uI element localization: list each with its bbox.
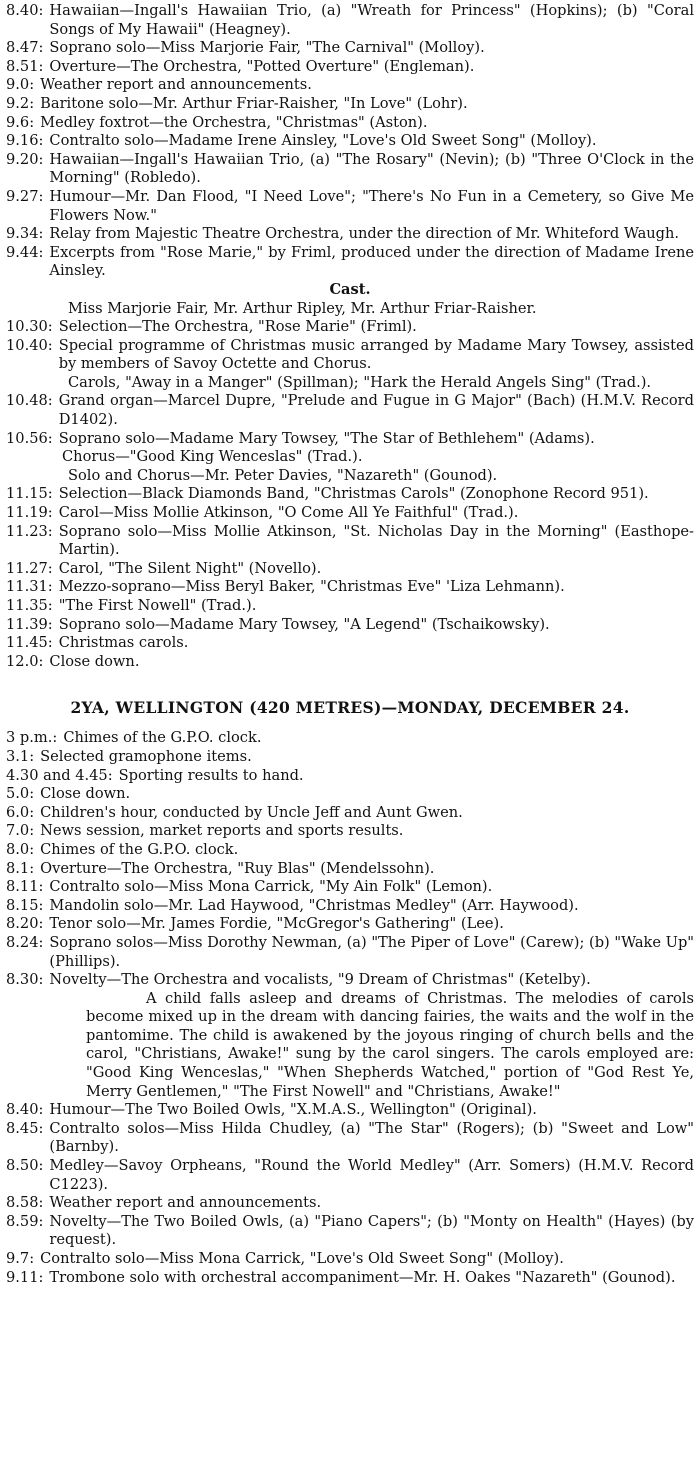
entry-time: 11.27: xyxy=(6,559,53,577)
schedule-entry xyxy=(6,58,694,77)
schedule-entry xyxy=(6,225,694,244)
entry-time: 8.11: xyxy=(6,878,44,896)
entry-time: 9.16: xyxy=(6,132,44,150)
entry-time: 8.40: xyxy=(6,1101,44,1119)
entry-text: Sporting results to hand. xyxy=(118,766,304,784)
schedule-entry xyxy=(6,578,694,597)
schedule-entry xyxy=(6,804,694,823)
entry-text: Soprano solo—Madame Mary Towsey, "A Legend" (Tschaikowsky). xyxy=(58,615,550,633)
entry-text: Contralto solo—Madame Irene Ainsley, "Love's Old Sweet Song" (Molloy). xyxy=(49,132,597,150)
entry-text: Weather report and announcements. xyxy=(40,76,312,94)
entry-text: Selection—The Orchestra, "Rose Marie" (Friml). xyxy=(58,318,417,336)
entry-time: 5.0: xyxy=(6,785,35,803)
carols-line: Carols, "Away in a Manger" (Spillman); "Hark the Herald Angels Sing" (Trad.). xyxy=(68,373,652,391)
entry-time: 9.11: xyxy=(6,1268,44,1286)
entry-time: 8.15: xyxy=(6,896,44,914)
entry-time: 8.50: xyxy=(6,1157,44,1175)
schedule-entry xyxy=(6,785,694,804)
schedule-entry xyxy=(6,114,694,133)
entry-list-a xyxy=(6,2,694,281)
entry-time: 11.39: xyxy=(6,615,53,633)
schedule-entry xyxy=(6,653,694,672)
schedule-entry xyxy=(6,39,694,58)
entry-list-b xyxy=(6,318,694,374)
schedule-entry xyxy=(6,934,694,971)
entry-time: 3.1: xyxy=(6,747,35,765)
entry-text: Soprano solo—Madame Mary Towsey, "The Star of Bethlehem" (Adams). xyxy=(58,429,595,447)
entry-time: 8.0: xyxy=(6,840,35,858)
entry-text: Hawaiian—Ingall's Hawaiian Trio, (a) "The Rosary" (Nevin); (b) "Three O'Clock in the Morning" (Robledo). xyxy=(49,150,694,187)
entry-time: 9.34: xyxy=(6,225,44,243)
entry-time: 9.27: xyxy=(6,187,44,205)
entry-text: News session, market reports and sports results. xyxy=(40,822,404,840)
entry-time: 8.20: xyxy=(6,915,44,933)
schedule-entry xyxy=(6,1269,694,1288)
entry-text: Soprano solo—Miss Marjorie Fair, "The Carnival" (Molloy). xyxy=(49,39,485,57)
cast-heading: Cast. xyxy=(329,280,371,298)
entry-list-d xyxy=(6,485,694,671)
entry-time: 9.2: xyxy=(6,94,35,112)
schedule-entry xyxy=(6,504,694,523)
entry-text: Humour—The Two Boiled Owls, "X.M.A.S., Wellington" (Original). xyxy=(49,1101,537,1119)
entry-text: Contralto solos—Miss Hilda Chudley, (a) "The Star" (Rogers); (b) "Sweet and Low" (Barnby). xyxy=(49,1119,694,1156)
schedule-entry xyxy=(6,244,694,281)
entry-text: Carol, "The Silent Night" (Novello). xyxy=(58,559,322,577)
entry-time: 11.45: xyxy=(6,634,53,652)
entry-time: 11.19: xyxy=(6,504,53,522)
schedule-entry xyxy=(6,1250,694,1269)
entry-time: 8.59: xyxy=(6,1212,44,1230)
schedule-entry xyxy=(6,151,694,188)
schedule-entry xyxy=(6,915,694,934)
entry-time: 8.30: xyxy=(6,971,44,989)
entry-text: Medley—Savoy Orpheans, "Round the World Medley" (Arr. Somers) (H.M.V. Record C1223). xyxy=(49,1157,694,1193)
cast-list: Miss Marjorie Fair, Mr. Arthur Ripley, Mr. Arthur Friar-Raisher. xyxy=(68,299,537,317)
entry-text: Chimes of the G.P.O. clock. xyxy=(40,840,239,858)
schedule-entry xyxy=(6,392,694,429)
entry-time: 10.40: xyxy=(6,336,53,354)
entry-list-f xyxy=(6,1101,694,1287)
entry-text: Contralto solo—Miss Mona Carrick, "My Ain Folk" (Lemon). xyxy=(49,878,493,896)
novelty-description: A child falls asleep and dreams of Christmas. The melodies of carols become mixed up in the dream with dancing fairies, the waits and the wolf in the pantomime. The child is awakened by the joyous ringing of church bells and the carol, "Christians, Awake!" sung by the carol singers. The carols employed are: "Good King Wenceslas," "When Shepherds Watched," portion of "God Rest Ye, Merry Gentlemen," "The First Nowell" and "Christians, Awake!" xyxy=(86,989,694,1100)
entry-time: 9.20: xyxy=(6,150,44,168)
entry-text: Humour—Mr. Dan Flood, "I Need Love"; "There's No Fun in a Cemetery, so Give Me Flowers Now." xyxy=(49,187,694,224)
schedule-entry xyxy=(6,841,694,860)
schedule-entry xyxy=(6,860,694,879)
entry-text: Chimes of the G.P.O. clock. xyxy=(63,729,262,747)
entry-text: Carol—Miss Mollie Atkinson, "O Come All Ye Faithful" (Trad.). xyxy=(58,504,519,522)
entry-text: Baritone solo—Mr. Arthur Friar-Raisher, "In Love" (Lohr). xyxy=(40,94,468,112)
schedule-entry xyxy=(6,897,694,916)
entry-time: 10.30: xyxy=(6,318,53,336)
entry-text: Close down. xyxy=(49,652,140,670)
schedule-entry xyxy=(6,95,694,114)
schedule-entry xyxy=(6,132,694,151)
entry-text: Relay from Majestic Theatre Orchestra, under the direction of Mr. Whiteford Waugh. xyxy=(49,225,680,243)
entry-text: Close down. xyxy=(40,785,131,803)
entry-text: Trombone solo with orchestral accompaniment—Mr. H. Oakes "Nazareth" (Gounod). xyxy=(49,1268,676,1286)
entry-text: Medley foxtrot—the Orchestra, "Christmas" (Aston). xyxy=(40,113,428,131)
station-heading: 2YA, WELLINGTON (420 METRES)—MONDAY, DECEMBER 24. xyxy=(70,698,630,718)
schedule-entry xyxy=(6,485,694,504)
entry-text: Overture—The Orchestra, "Potted Overture" (Engleman). xyxy=(49,57,475,75)
entry-time: 8.1: xyxy=(6,859,35,877)
schedule-entry xyxy=(6,1120,694,1157)
section-wellington-programme xyxy=(6,729,694,1287)
schedule-entry xyxy=(6,1157,694,1194)
entry-time: 7.0: xyxy=(6,822,35,840)
solo-chorus-line: Solo and Chorus—Mr. Peter Davies, "Nazareth" (Gounod). xyxy=(68,466,498,484)
entry-text: Special programme of Christmas music arranged by Madame Mary Towsey, assisted by members of Savoy Octette and Chorus. xyxy=(58,336,694,373)
entry-text: Soprano solo—Miss Mollie Atkinson, "St. Nicholas Day in the Morning" (Easthope-Martin). xyxy=(58,522,694,559)
schedule-entry xyxy=(6,767,694,786)
entry-time: 9.7: xyxy=(6,1250,35,1267)
entry-text: Novelty—The Orchestra and vocalists, "9 Dream of Christmas" (Ketelby). xyxy=(49,971,591,989)
schedule-entry xyxy=(6,2,694,39)
entry-text: Soprano solos—Miss Dorothy Newman, (a) "The Piper of Love" (Carew); (b) "Wake Up" (Phillips). xyxy=(49,933,694,970)
schedule-entry xyxy=(6,878,694,897)
entry-list-c xyxy=(6,392,694,448)
entry-time: 11.23: xyxy=(6,522,53,540)
schedule-entry xyxy=(6,729,694,748)
entry-time: 4.30 and 4.45: xyxy=(6,766,113,784)
schedule-entry xyxy=(6,616,694,635)
schedule-entry xyxy=(6,318,694,337)
entry-time: 8.24: xyxy=(6,933,44,951)
schedule-entry xyxy=(6,560,694,579)
schedule-entry xyxy=(6,1213,694,1250)
entry-time: 8.58: xyxy=(6,1194,44,1212)
entry-time: 9.44: xyxy=(6,243,44,261)
entry-text: Mezzo-soprano—Miss Beryl Baker, "Christmas Eve" 'Liza Lehmann). xyxy=(58,578,565,596)
entry-time: 3 p.m.: xyxy=(6,729,58,747)
schedule-entry xyxy=(6,430,694,449)
schedule-entry xyxy=(6,76,694,95)
schedule-entry xyxy=(6,1101,694,1120)
schedule-entry xyxy=(6,523,694,560)
entry-list-e xyxy=(6,729,694,989)
entry-text: Grand organ—Marcel Dupre, "Prelude and Fugue in G Major" (Bach) (H.M.V. Record D1402). xyxy=(58,392,694,429)
schedule-entry xyxy=(6,634,694,653)
entry-time: 10.48: xyxy=(6,392,53,410)
entry-time: 11.35: xyxy=(6,597,53,614)
entry-text: Hawaiian—Ingall's Hawaiian Trio, (a) "Wreath for Princess" (Hopkins); (b) "Coral Songs of My Hawaii" (Heagney). xyxy=(49,2,694,38)
entry-time: 8.51: xyxy=(6,57,44,75)
entry-text: Selected gramophone items. xyxy=(40,747,252,765)
entry-time: 12.0: xyxy=(6,652,44,670)
entry-time: 11.31: xyxy=(6,578,53,596)
entry-text: Selection—Black Diamonds Band, "Christmas Carols" (Zonophone Record 951). xyxy=(58,485,649,503)
entry-text: "The First Nowell" (Trad.). xyxy=(58,597,257,614)
entry-time: 10.56: xyxy=(6,429,53,447)
entry-text: Novelty—The Two Boiled Owls, (a) "Piano Capers"; (b) "Monty on Health" (Hayes) (by request). xyxy=(49,1212,694,1249)
schedule-entry xyxy=(6,337,694,374)
entry-time: 8.40: xyxy=(6,2,44,19)
entry-time: 9.6: xyxy=(6,113,35,131)
entry-text: Mandolin solo—Mr. Lad Haywood, "Christmas Medley" (Arr. Haywood). xyxy=(49,896,579,914)
schedule-entry xyxy=(6,822,694,841)
entry-text: Christmas carols. xyxy=(58,634,189,652)
schedule-entry xyxy=(6,188,694,225)
entry-time: 6.0: xyxy=(6,803,35,821)
entry-text: Excerpts from "Rose Marie," by Friml, produced under the direction of Madame Irene Ainsley. xyxy=(49,243,694,280)
schedule-entry xyxy=(6,597,694,616)
schedule-entry xyxy=(6,1194,694,1213)
entry-time: 11.15: xyxy=(6,485,53,503)
schedule-entry xyxy=(6,971,694,990)
section-evening-programme xyxy=(6,2,694,671)
entry-time: 9.0: xyxy=(6,76,35,94)
entry-time: 8.45: xyxy=(6,1119,44,1137)
entry-text: Contralto solo—Miss Mona Carrick, "Love's Old Sweet Song" (Molloy). xyxy=(40,1250,564,1267)
chorus-line: Chorus—"Good King Wenceslas" (Trad.). xyxy=(62,448,363,466)
entry-text: Tenor solo—Mr. James Fordie, "McGregor's Gathering" (Lee). xyxy=(49,915,504,933)
schedule-entry xyxy=(6,748,694,767)
entry-text: Overture—The Orchestra, "Ruy Blas" (Mendelssohn). xyxy=(40,859,435,877)
entry-text: Children's hour, conducted by Uncle Jeff and Aunt Gwen. xyxy=(40,803,463,821)
entry-text: Weather report and announcements. xyxy=(49,1194,322,1212)
entry-time: 8.47: xyxy=(6,39,44,57)
